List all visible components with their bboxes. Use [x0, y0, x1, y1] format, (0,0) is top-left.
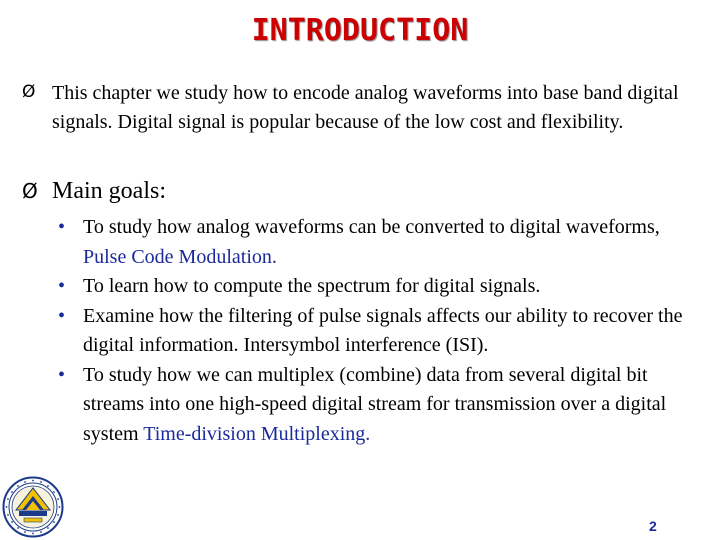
goal-text: To learn how to compute the spectrum for digital signals.: [83, 275, 541, 297]
university-seal-icon: [2, 476, 64, 538]
goal-highlight: Pulse Code Modulation.: [83, 245, 277, 268]
goal-item: [58, 361, 708, 450]
dot-bullet-icon: •: [58, 363, 66, 386]
goal-item: [58, 302, 708, 361]
dot-bullet-icon: •: [58, 216, 66, 238]
bullet-main-goals-text: Main goals:: [52, 178, 166, 204]
arrow-bullet-icon: Ø: [22, 179, 38, 203]
dot-bullet-icon: •: [58, 275, 66, 297]
goal-highlight: Time-division Multiplexing.: [143, 422, 371, 445]
bullet-main-goals: [22, 176, 702, 206]
goal-text: To study how we can multiplex (combine) data from several digital bit streams into one high-speed digital stream for transmission over a digital system: [83, 363, 667, 445]
dot-bullet-icon: •: [58, 304, 66, 327]
goal-item: [58, 272, 708, 302]
goal-item: [58, 213, 708, 272]
arrow-bullet-icon: Ø: [22, 82, 36, 102]
bullet-intro: [22, 79, 702, 137]
slide-title: INTRODUCTION: [251, 13, 469, 48]
goal-text: To study how analog waveforms can be converted to digital waveforms,: [83, 216, 660, 238]
page-number: 2: [649, 518, 657, 534]
goal-text: Examine how the filtering of pulse signals affects our ability to recover the digital information. Intersymbol interference (ISI).: [83, 304, 683, 356]
bullet-intro-text: This chapter we study how to encode analog waveforms into base band digital signals. Digital signal is popular because of the low cost and flexibility.: [52, 82, 679, 133]
goals-list: [58, 213, 708, 449]
